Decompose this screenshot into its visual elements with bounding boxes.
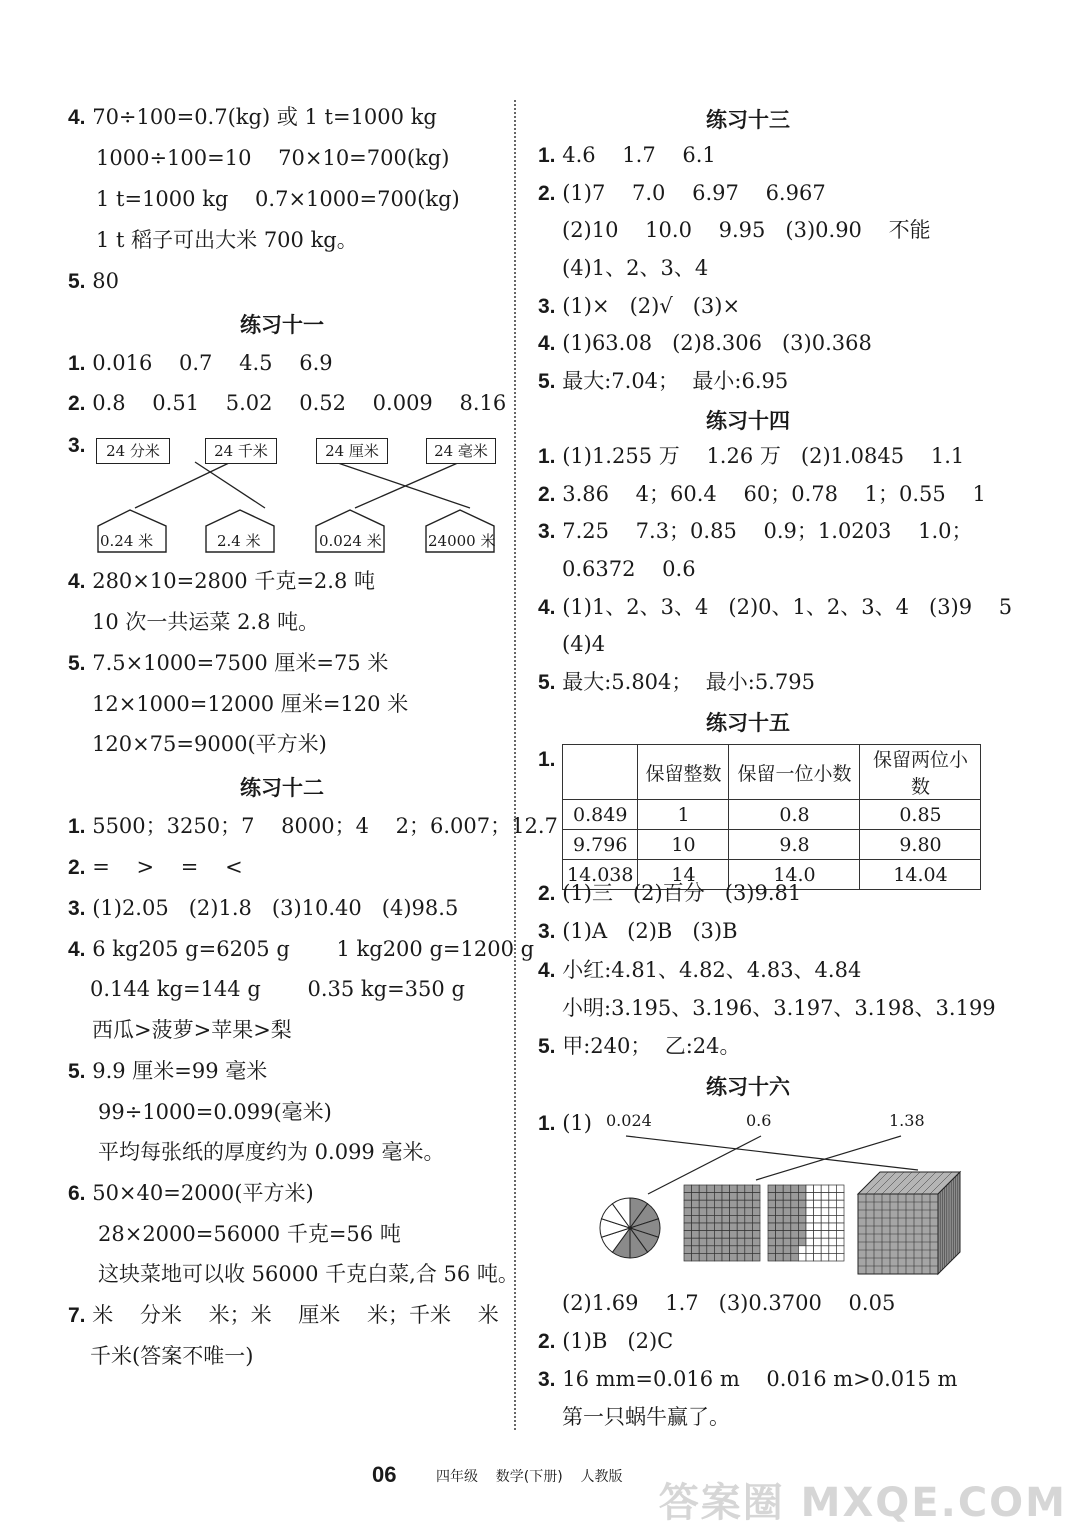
- grid-cell: [829, 1185, 837, 1193]
- grid-cell: [791, 1193, 799, 1201]
- answer-line: 小明:3.195、3.196、3.197、3.198、3.199: [562, 996, 996, 1020]
- answer-line: 2. = > = <: [68, 855, 243, 879]
- grid-cell: [714, 1208, 722, 1216]
- grid-cell: [684, 1238, 692, 1246]
- grid-cell: [768, 1223, 776, 1231]
- answer-line: 0.144 kg=144 g 0.35 kg=350 g: [90, 977, 465, 1001]
- grid-cell: [745, 1246, 753, 1254]
- grid-cell: [699, 1208, 707, 1216]
- grid-cell: [730, 1208, 738, 1216]
- grid-cell: [684, 1223, 692, 1231]
- grid-cell: [836, 1238, 844, 1246]
- grid-cell: [707, 1193, 715, 1201]
- grid-cell: [730, 1185, 738, 1193]
- grid-cell: [829, 1193, 837, 1201]
- grid-cell: [829, 1253, 837, 1261]
- grid-cell: [814, 1253, 822, 1261]
- grid-cell: [699, 1193, 707, 1201]
- grid-cell: [829, 1246, 837, 1254]
- grid-cell: [783, 1200, 791, 1208]
- table-cell: 0.85: [860, 800, 981, 830]
- answer-line: (4)4: [562, 632, 606, 656]
- grid-cell: [783, 1185, 791, 1193]
- grid-cell: [707, 1231, 715, 1239]
- grid-cell: [806, 1208, 814, 1216]
- grid-cell: [836, 1253, 844, 1261]
- grid-cell: [714, 1223, 722, 1231]
- grid-cell: [768, 1193, 776, 1201]
- grid-cell: [737, 1253, 745, 1261]
- table-header: 保留一位小数: [729, 745, 860, 800]
- grid-cell: [821, 1208, 829, 1216]
- grid-cell: [776, 1193, 784, 1201]
- grid-cell: [806, 1246, 814, 1254]
- grid-cell: [714, 1215, 722, 1223]
- grid-cell: [745, 1238, 753, 1246]
- grid-cell: [768, 1215, 776, 1223]
- table-cell: 9.80: [860, 830, 981, 860]
- grid-cell: [714, 1246, 722, 1254]
- section-title: 练习十六: [706, 1075, 790, 1099]
- grid-cell: [776, 1246, 784, 1254]
- table-row: [563, 800, 981, 830]
- grid-cell: [791, 1246, 799, 1254]
- grid-cell: [745, 1208, 753, 1216]
- grid-cell: [783, 1253, 791, 1261]
- grid-cell: [776, 1200, 784, 1208]
- answer-line: 2. (1)三 (2)百分 (3)9.81: [538, 881, 802, 905]
- answer-line: 1.: [538, 748, 556, 771]
- grid-cell: [722, 1223, 730, 1231]
- table-header: 保留两位小数: [860, 745, 981, 800]
- grid-cell: [714, 1253, 722, 1261]
- grid-cell: [791, 1238, 799, 1246]
- answer-line: 1000÷100=10 70×10=700(kg): [96, 146, 450, 170]
- bottom-box: 0.24 米: [100, 532, 154, 550]
- table-header-row: [563, 745, 981, 800]
- grid-cell: [714, 1238, 722, 1246]
- answer-line: 5. 最大:5.804； 最小:5.795: [538, 670, 815, 694]
- grid-cell: [791, 1185, 799, 1193]
- grid-cell: [714, 1200, 722, 1208]
- grid-cell: [745, 1253, 753, 1261]
- grid-cell: [684, 1208, 692, 1216]
- grid-cell: [821, 1193, 829, 1201]
- grid-cell: [699, 1185, 707, 1193]
- grid-cell: [836, 1231, 844, 1239]
- page-number: 06: [372, 1462, 397, 1487]
- grid-cell: [821, 1246, 829, 1254]
- grid-cell: [806, 1215, 814, 1223]
- grid-cell: [722, 1231, 730, 1239]
- grid-cell: [768, 1246, 776, 1254]
- grid-cell: [737, 1238, 745, 1246]
- grid-cell: [730, 1215, 738, 1223]
- grid-cell: [768, 1200, 776, 1208]
- grid-cell: [730, 1231, 738, 1239]
- answer-line: (4)1、2、3、4: [562, 256, 709, 280]
- grid-cell: [806, 1238, 814, 1246]
- grid-cell: [776, 1253, 784, 1261]
- grid-cell: [699, 1200, 707, 1208]
- grid-cell: [814, 1231, 822, 1239]
- table-cell: 0.849: [563, 800, 638, 830]
- grid-cell: [707, 1185, 715, 1193]
- grid-cell: [684, 1193, 692, 1201]
- grid-cell: [699, 1246, 707, 1254]
- grid-cell: [768, 1185, 776, 1193]
- grid-cell: [730, 1193, 738, 1201]
- grid-cell: [791, 1200, 799, 1208]
- grid-cell: [783, 1193, 791, 1201]
- grid-cell: [836, 1193, 844, 1201]
- answer-line: 1. (1): [538, 1111, 592, 1135]
- answer-line: 2. (1)7 7.0 6.97 6.967: [538, 181, 826, 205]
- column-divider: [514, 100, 516, 1430]
- figure-label: 1.38: [889, 1111, 925, 1130]
- grid-cell: [714, 1185, 722, 1193]
- answer-line: 1. 5500；3250；7 8000；4 2；6.007；12.7: [68, 814, 558, 838]
- grid-cell: [829, 1215, 837, 1223]
- answer-line: (2)1.69 1.7 (3)0.3700 0.05: [562, 1291, 896, 1315]
- grid-cell: [699, 1215, 707, 1223]
- grid-cell: [814, 1208, 822, 1216]
- answer-line: 2. 0.8 0.51 5.02 0.52 0.009 8.16: [68, 391, 507, 415]
- decimal-model-figure: [596, 1128, 976, 1283]
- answer-line: 平均每张纸的厚度约为 0.099 毫米。: [98, 1140, 445, 1164]
- grid-cell: [745, 1231, 753, 1239]
- answer-line: 10 次一共运菜 2.8 吨。: [92, 610, 320, 634]
- grid-cell: [692, 1238, 700, 1246]
- grid-cell: [737, 1215, 745, 1223]
- grid-cell: [714, 1231, 722, 1239]
- grid-cell: [821, 1238, 829, 1246]
- grid-cell: [791, 1231, 799, 1239]
- grid-cell: [836, 1208, 844, 1216]
- grid-cell: [737, 1208, 745, 1216]
- grid-cell: [829, 1231, 837, 1239]
- grid-cell: [730, 1253, 738, 1261]
- grid-cell: [699, 1223, 707, 1231]
- footer-info: 四年级 数学(下册) 人教版: [436, 1469, 623, 1485]
- answer-line: 4. (1)63.08 (2)8.306 (3)0.368: [538, 331, 872, 355]
- grid-cell: [814, 1223, 822, 1231]
- grid-cell: [707, 1246, 715, 1254]
- answer-line: 5. 甲:240； 乙:24。: [538, 1034, 741, 1058]
- grid-cell: [829, 1223, 837, 1231]
- grid-cell: [707, 1253, 715, 1261]
- grid-cell: [814, 1238, 822, 1246]
- grid-cell: [821, 1231, 829, 1239]
- section-title: 练习十一: [240, 313, 324, 337]
- grid-cell: [798, 1238, 806, 1246]
- table-cell: 9.796: [563, 830, 638, 860]
- answer-line: 1. 4.6 1.7 6.1: [538, 143, 716, 167]
- grid-cell: [684, 1231, 692, 1239]
- answer-line: 6. 50×40=2000(平方米): [68, 1181, 314, 1205]
- grid-cell: [684, 1185, 692, 1193]
- grid-cell: [699, 1231, 707, 1239]
- grid-cell: [730, 1246, 738, 1254]
- grid-cell: [806, 1193, 814, 1201]
- grid-cell: [798, 1223, 806, 1231]
- grid-cell: [776, 1231, 784, 1239]
- answer-line: 7. 米 分米 米；米 厘米 米；千米 米: [68, 1303, 499, 1327]
- table-header: [563, 745, 638, 800]
- grid-cell: [836, 1185, 844, 1193]
- connector-line: [626, 1136, 918, 1170]
- bottom-box: 0.024 米: [319, 532, 382, 550]
- grid-cell: [821, 1200, 829, 1208]
- section-title: 练习十二: [240, 776, 324, 800]
- grid-cell: [806, 1185, 814, 1193]
- table-cell: 0.8: [729, 800, 860, 830]
- grid-cell: [776, 1215, 784, 1223]
- answer-line: 4. 280×10=2800 千克=2.8 吨: [68, 569, 375, 593]
- grid-cell: [776, 1185, 784, 1193]
- grid-cell: [821, 1253, 829, 1261]
- grid-cell: [821, 1223, 829, 1231]
- grid-cell: [684, 1253, 692, 1261]
- grid-cell: [798, 1215, 806, 1223]
- rounding-table: [562, 744, 981, 890]
- grid-cell: [791, 1223, 799, 1231]
- grid-cell: [798, 1253, 806, 1261]
- answer-line: 4. 70÷100=0.7(kg) 或 1 t=1000 kg: [68, 105, 437, 129]
- answer-line: (2)10 10.0 9.95 (3)0.90 不能: [562, 218, 931, 242]
- table-cell: 1: [638, 800, 729, 830]
- top-box: 24 千米: [205, 438, 277, 464]
- grid-cell: [768, 1253, 776, 1261]
- grid-cell: [814, 1200, 822, 1208]
- answer-line: 3. (1)2.05 (2)1.8 (3)10.40 (4)98.5: [68, 896, 459, 920]
- table-cell: 9.8: [729, 830, 860, 860]
- grid-cell: [752, 1223, 760, 1231]
- grid-cell: [783, 1238, 791, 1246]
- grid-cell: [737, 1200, 745, 1208]
- grid-cell: [798, 1185, 806, 1193]
- grid-cell: [692, 1193, 700, 1201]
- answer-line: 0.6372 0.6: [562, 557, 696, 581]
- figure-label: 0.024: [606, 1111, 652, 1130]
- grid-cell: [806, 1231, 814, 1239]
- answer-line: 120×75=9000(平方米): [92, 732, 327, 756]
- grid-cell: [768, 1238, 776, 1246]
- figure-label: 0.6: [746, 1111, 772, 1130]
- grid-cell: [783, 1231, 791, 1239]
- answer-line: 千米(答案不唯一): [90, 1344, 254, 1368]
- grid-cell: [752, 1253, 760, 1261]
- grid-cell: [814, 1246, 822, 1254]
- grid-cell: [783, 1215, 791, 1223]
- answer-line: 5. 80: [68, 269, 119, 293]
- grid-cell: [836, 1200, 844, 1208]
- answer-line: 2. (1)B (2)C: [538, 1329, 674, 1353]
- grid-cell: [722, 1208, 730, 1216]
- grid-cell: [684, 1246, 692, 1254]
- answer-line: 3. 7.25 7.3；0.85 0.9；1.0203 1.0；: [538, 519, 973, 543]
- section-title: 练习十五: [706, 711, 790, 735]
- answer-line: 1 t 稻子可出大米 700 kg。: [96, 228, 358, 252]
- top-box: 24 厘米: [316, 438, 388, 464]
- grid-cell: [722, 1215, 730, 1223]
- grid-cell: [752, 1185, 760, 1193]
- grid-cell: [798, 1193, 806, 1201]
- grid-cell: [745, 1215, 753, 1223]
- answer-line: 4. (1)1、2、3、4 (2)0、1、2、3、4 (3)9 5: [538, 595, 1013, 619]
- grid-cell: [798, 1200, 806, 1208]
- grid-cell: [722, 1253, 730, 1261]
- grid-cell: [791, 1253, 799, 1261]
- grid-cell: [783, 1208, 791, 1216]
- answer-line: 12×1000=12000 厘米=120 米: [92, 692, 409, 716]
- table-cell: 14.0: [729, 860, 860, 890]
- grid-cell: [745, 1185, 753, 1193]
- grid-cell: [798, 1208, 806, 1216]
- answer-line: 1. (1)1.255 万 1.26 万 (2)1.0845 1.1: [538, 444, 965, 468]
- grid-cell: [684, 1215, 692, 1223]
- grid-cell: [821, 1215, 829, 1223]
- bottom-box: 2.4 米: [217, 532, 261, 550]
- grid-cell: [752, 1215, 760, 1223]
- grid-cell: [814, 1193, 822, 1201]
- grid-cell: [692, 1223, 700, 1231]
- grid-cell: [722, 1200, 730, 1208]
- table-row: [563, 830, 981, 860]
- grid-cell: [707, 1200, 715, 1208]
- bottom-box: 24000 米: [428, 532, 496, 550]
- section-title: 练习十三: [706, 108, 790, 132]
- grid-cell: [684, 1200, 692, 1208]
- grid-cell: [699, 1238, 707, 1246]
- grid-cell: [829, 1238, 837, 1246]
- grid-cell: [745, 1200, 753, 1208]
- grid-cell: [692, 1185, 700, 1193]
- top-box: 24 毫米: [426, 438, 496, 464]
- grid-cell: [768, 1208, 776, 1216]
- grid-cell: [752, 1200, 760, 1208]
- grid-cell: [752, 1231, 760, 1239]
- answer-line: 5. 最大:7.04； 最小:6.95: [538, 369, 789, 393]
- grid-cell: [798, 1246, 806, 1254]
- answer-line: 99÷1000=0.099(毫米): [98, 1100, 332, 1124]
- table-cell: 10: [638, 830, 729, 860]
- grid-cell: [776, 1208, 784, 1216]
- answer-line: 1 t=1000 kg 0.7×1000=700(kg): [96, 187, 460, 211]
- answer-line: 这块菜地可以收 56000 千克白菜,合 56 吨。: [98, 1262, 519, 1286]
- grid-cell: [722, 1185, 730, 1193]
- answer-line: 第一只蜗牛赢了。: [562, 1405, 730, 1429]
- grid-cell: [836, 1223, 844, 1231]
- table-cell: 14.038: [563, 860, 638, 890]
- table-cell: 14: [638, 860, 729, 890]
- grid-cell: [829, 1200, 837, 1208]
- grid-cell: [707, 1238, 715, 1246]
- grid-cell: [692, 1253, 700, 1261]
- grid-cell: [783, 1223, 791, 1231]
- grid-cell: [722, 1246, 730, 1254]
- grid-cell: [737, 1223, 745, 1231]
- grid-cell: [798, 1231, 806, 1239]
- section-title: 练习十四: [706, 409, 790, 433]
- grid-cell: [730, 1238, 738, 1246]
- grid-cell: [737, 1231, 745, 1239]
- answer-line: 5. 9.9 厘米=99 毫米: [68, 1059, 268, 1083]
- answer-line: 2. 3.86 4；60.4 60；0.78 1；0.55 1: [538, 482, 986, 506]
- grid-cell: [821, 1185, 829, 1193]
- grid-cell: [836, 1246, 844, 1254]
- grid-cell: [776, 1238, 784, 1246]
- grid-cell: [737, 1246, 745, 1254]
- answer-line: 28×2000=56000 千克=56 吨: [98, 1222, 401, 1246]
- answer-line: 1. 0.016 0.7 4.5 6.9: [68, 351, 333, 375]
- watermark-logo: 答案圈 MXQE.COM: [658, 1480, 1067, 1526]
- answer-line: 4. 小红:4.81、4.82、4.83、4.84: [538, 958, 862, 982]
- grid-cell: [814, 1185, 822, 1193]
- answer-line: 3.: [68, 434, 86, 457]
- grid-cell: [806, 1200, 814, 1208]
- grid-cell: [791, 1208, 799, 1216]
- grid-cell: [707, 1223, 715, 1231]
- table-cell: 14.04: [860, 860, 981, 890]
- grid-cell: [752, 1208, 760, 1216]
- grid-cell: [722, 1238, 730, 1246]
- grid-cell: [730, 1223, 738, 1231]
- grid-cell: [745, 1223, 753, 1231]
- grid-cell: [814, 1215, 822, 1223]
- grid-cell: [752, 1193, 760, 1201]
- grid-cell: [806, 1223, 814, 1231]
- grid-cell: [692, 1200, 700, 1208]
- grid-cell: [707, 1215, 715, 1223]
- grid-cell: [752, 1246, 760, 1254]
- answer-line: 3. 16 mm=0.016 m 0.016 m>0.015 m: [538, 1367, 958, 1391]
- grid-cell: [722, 1193, 730, 1201]
- answer-line: 5. 7.5×1000=7500 厘米=75 米: [68, 651, 389, 675]
- answer-line: 3. (1)× (2)√ (3)×: [538, 294, 741, 318]
- grid-cell: [737, 1185, 745, 1193]
- grid-cell: [714, 1193, 722, 1201]
- grid-cell: [730, 1200, 738, 1208]
- grid-cell: [768, 1231, 776, 1239]
- grid-cell: [745, 1193, 753, 1201]
- top-box: 24 分米: [96, 438, 170, 464]
- grid-cell: [692, 1208, 700, 1216]
- grid-cell: [737, 1193, 745, 1201]
- grid-cell: [806, 1253, 814, 1261]
- grid-cell: [776, 1223, 784, 1231]
- grid-cell: [692, 1246, 700, 1254]
- grid-cell: [829, 1208, 837, 1216]
- grid-cell: [836, 1215, 844, 1223]
- answer-line: 西瓜>菠萝>苹果>梨: [92, 1018, 292, 1042]
- grid-cell: [692, 1231, 700, 1239]
- grid-cell: [692, 1215, 700, 1223]
- answer-line: 3. (1)A (2)B (3)B: [538, 919, 738, 943]
- grid-cell: [752, 1238, 760, 1246]
- answer-line: 4. 6 kg205 g=6205 g 1 kg200 g=1200 g: [68, 937, 535, 961]
- grid-cell: [699, 1253, 707, 1261]
- grid-cell: [707, 1208, 715, 1216]
- grid-cell: [791, 1215, 799, 1223]
- grid-cell: [783, 1246, 791, 1254]
- table-header: 保留整数: [638, 745, 729, 800]
